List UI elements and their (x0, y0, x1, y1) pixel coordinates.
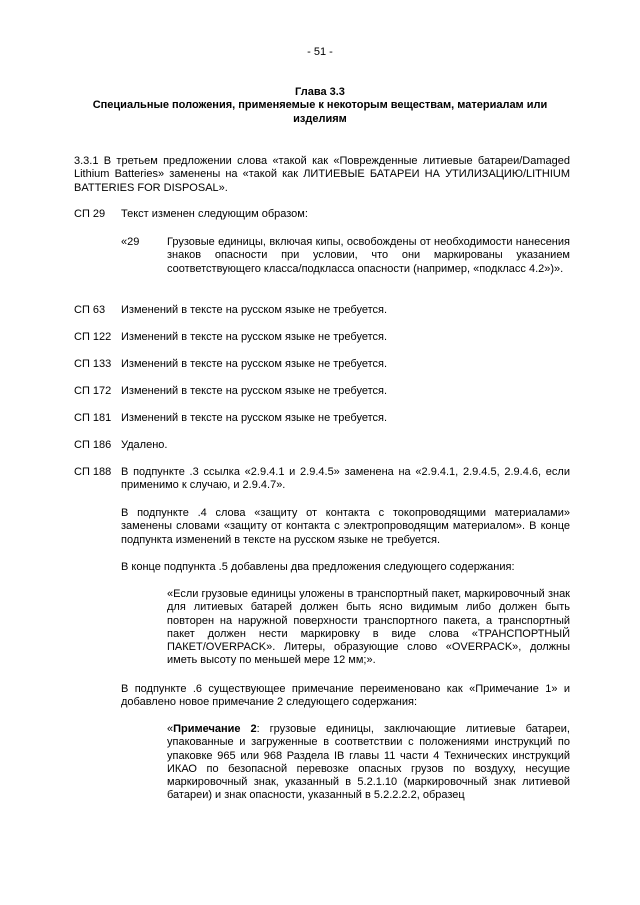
sp-122-text: Изменений в тексте на русском языке не требуется. (121, 331, 388, 343)
sp-29-intro: Текст изменен следующим образом: (121, 208, 308, 220)
sp-188-quote-1: «Если грузовые единицы уложены в транспортный пакет, маркировочный знак для литиевых батарей должен быть ясно видимым либо должен быть повторен на наружной поверхности транспортного пакета, а транспортный пакет должен нести маркировку в виде слова «ТРАНСПОРТНЫЙ ПАКЕТ/OVERPACK». Литеры, образующие слово «OVERPACK», должны иметь высоту по меньшей мере 12 мм;». (167, 588, 570, 667)
sp-63-text: Изменений в тексте на русском языке не требуется. (121, 304, 388, 316)
sp-181-text: Изменений в тексте на русском языке не требуется. (121, 412, 388, 424)
paragraph-3-3-1: 3.3.1 В третьем предложении слова «такой как «Поврежденные литиевые батареи/Damaged Lithium Batteries» заменены на «такой как ЛИТИЕВЫЕ БАТАРЕИ НА УТИЛИЗАЦИЮ/LITHIUM BATTERIES FOR DISPOSAL». (74, 155, 570, 194)
sp-188-note-2-text: : грузовые единицы, заключающие литиевые батареи, упакованные и загруженные в соответствии с положениями инструкций по упаковке 965 или 968 Раздела IB главы 11 части 4 Технических инструкций ИКАО по безопасной перевозке опасных грузов по воздуху, несущие маркировочный знак, указанный в 5.2.1.10 (маркировочный знак литиевой батареи) и знак опасности, указанный в 5.2.2.2.2, образец (167, 723, 570, 802)
page-number: - 51 - (307, 46, 333, 58)
chapter-heading (60, 86, 580, 126)
sp-186-text: Удалено. (121, 439, 168, 451)
chapter-number: Глава 3.3 (295, 86, 345, 98)
sp-181-label: СП 181 (74, 412, 112, 424)
sp-29-quote-text: Грузовые единицы, включая кипы, освобождены от необходимости нанесения знаков опасности при условии, что они маркированы указанием соответствующего класса/подкласса опасности (например, «подкласс 4.2»)». (167, 236, 570, 275)
sp-186-label: СП 186 (74, 439, 112, 451)
sp-188-note-2-open: « (167, 723, 174, 735)
chapter-title: Специальные положения, применяемые к некоторым веществам, материалам или изделиям (92, 99, 548, 125)
sp-172-text: Изменений в тексте на русском языке не требуется. (121, 385, 388, 397)
sp-29-label: СП 29 (74, 208, 106, 220)
sp-188-paragraph-4: В подпункте .6 существующее примечание переименовано как «Примечание 1» и добавлено новое примечание 2 следующего содержания: (121, 683, 570, 709)
sp-188-note-2-label: Примечание 2 (173, 723, 257, 735)
sp-29-quote-number: «29 (121, 236, 140, 248)
sp-188-paragraph-2: В подпункте .4 слова «защиту от контакта с токопроводящими материалами» заменены словами «защиту от контакта с электропроводящим материалом». В конце подпункта изменений в тексте на русском языке не требуется. (121, 507, 570, 546)
sp-188-paragraph-1: В подпункте .3 ссылка «2.9.4.1 и 2.9.4.5» заменена на «2.9.4.1, 2.9.4.5, 2.9.4.6, если применимо к случаю, и 2.9.4.7». (121, 466, 570, 492)
sp-133-label: СП 133 (74, 358, 112, 370)
sp-133-text: Изменений в тексте на русском языке не требуется. (121, 358, 388, 370)
sp-172-label: СП 172 (74, 385, 112, 397)
sp-63-label: СП 63 (74, 304, 106, 316)
sp-188-paragraph-3: В конце подпункта .5 добавлены два предложения следующего содержания: (121, 561, 515, 573)
sp-188-note-2 (167, 723, 570, 803)
sp-122-label: СП 122 (74, 331, 112, 343)
sp-188-label: СП 188 (74, 466, 112, 478)
